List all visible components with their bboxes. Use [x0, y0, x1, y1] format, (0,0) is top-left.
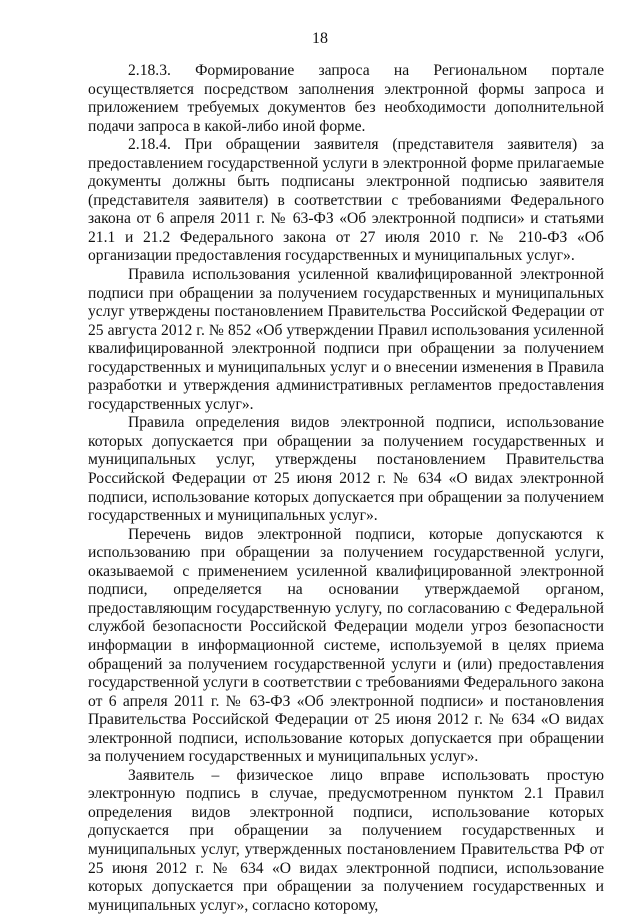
paragraph-qualified-signature-rules: Правила использования усиленной квалифицированной электронной подписи при обращении за получением государственных и муниципальных услуг утверждены постановлением Правительства Российской Федерации от 25 августа 2012 г. № 852 «Об утверждении Правил использования усиленной квалифицированной электронной подписи при обращении за получением государственных и муниципальных услуг и о внесении изменения в Правила разработки и утверждения административных регламентов предоставления государственных услуг». [88, 266, 604, 413]
paragraph-2-18-4: 2.18.4. При обращении заявителя (представителя заявителя) за предоставлением государственной услуги в электронной форме прилагаемые документы должны быть подписаны электронной подписью заявителя (представителя заявителя) в соответствии с требованиями Федерального закона от 6 апреля 2011 г. № 63-ФЗ «Об электронной подписи» и статьями 21.1 и 21.2 Федерального закона от 27 июля 2010 г. № 210-ФЗ «Об организации предоставления государственных и муниципальных услуг». [88, 136, 604, 265]
paragraph-signature-types-list: Перечень видов электронной подписи, которые допускаются к использованию при обращении за получением государственной услуги, оказываемой с применением усиленной квалифицированной электронной подписи, определяется на основании утверждаемой органом, предоставляющим государственную услугу, по согласованию с Федеральной службой безопасности Российской Федерации модели угроз безопасности информации в информационной системе, используемой в целях приема обращений за получением государственной услуги и (или) предоставления государственной услуги в соответствии с требованиями Федерального закона от 6 апреля 2011 г. № 63-ФЗ «Об электронной подписи» и постановления Правительства Российской Федерации от 25 июня 2012 г. № 634 «О видах электронной подписи, использование которых допускается при обращении за получением государственных и муниципальных услуг». [88, 525, 604, 766]
paragraph-signature-types-rules: Правила определения видов электронной подписи, использование которых допускается при обращении за получением государственных и муниципальных услуг, утверждены постановлением Правительства Российской Федерации от 25 июня 2012 г. № 634 «О видах электронной подписи, использование которых допускается при обращении за получением государственных и муниципальных услуг». [88, 414, 604, 525]
paragraph-2-18-3: 2.18.3. Формирование запроса на Региональном портале осуществляется посредством заполнения электронной формы запроса и приложением требуемых документов без необходимости дополнительной подачи запроса в какой-либо иной форме. [88, 62, 604, 135]
document-body [88, 62, 604, 915]
paragraph-simple-signature: Заявитель – физическое лицо вправе использовать простую электронную подпись в случае, предусмотренном пунктом 2.1 Правил определения видов электронной подписи, использование которых допускается при обращении за получением государственных и муниципальных услуг, утвержденных постановлением Правительства РФ от 25 июня 2012 г. № 634 «О видах электронной подписи, использование которых допускается при обращении за получением государственных и муниципальных услуг», согласно которому, [88, 766, 604, 914]
page-number: 18 [312, 30, 328, 47]
